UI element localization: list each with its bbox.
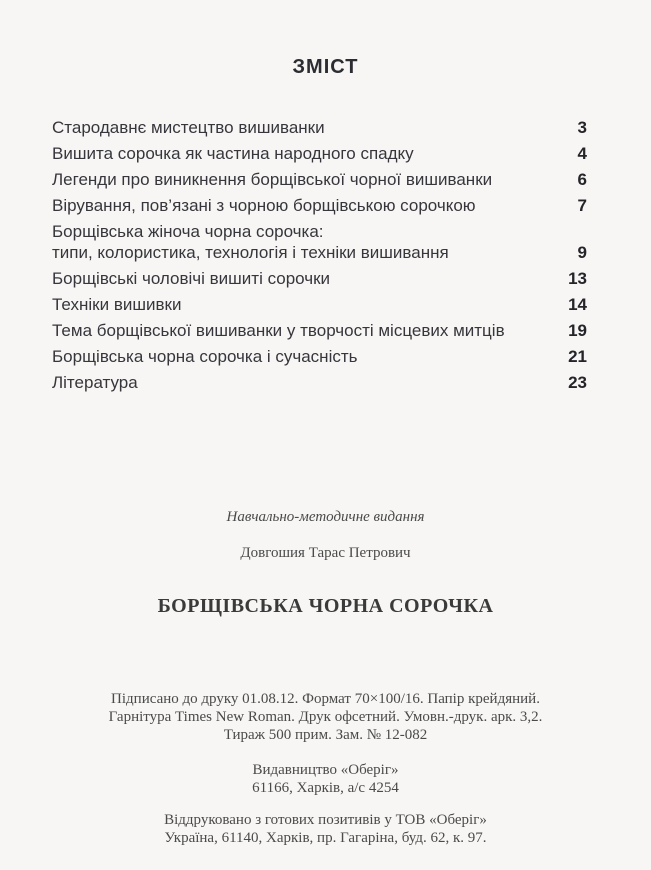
toc-row bbox=[52, 221, 587, 263]
toc-entry-label: Легенди про виникнення борщівської чорної вишиванки bbox=[52, 170, 493, 189]
publisher-line: Видавництво «Оберіг» bbox=[252, 762, 399, 778]
toc-row bbox=[52, 294, 587, 315]
toc-page-number: 6 bbox=[577, 170, 587, 189]
edition-type: Навчально-методичне видання bbox=[226, 509, 425, 525]
toc-page-number: 9 bbox=[577, 243, 587, 262]
toc-entry-label: Література bbox=[52, 373, 138, 392]
toc-page-number: 23 bbox=[568, 373, 587, 392]
toc-row bbox=[52, 320, 587, 341]
toc-entry-label: Борщівська жіноча чорна сорочка: типи, колористика, технологія і техніки вишивання bbox=[52, 222, 449, 262]
toc-row bbox=[52, 346, 587, 367]
imprint-line: Підписано до друку 01.08.12. Формат 70×100/16. Папір крейдяний. bbox=[111, 691, 540, 707]
imprint-line: Гарнітура Times New Roman. Друк офсетний. Умовн.-друк. арк. 3,2. bbox=[108, 709, 543, 725]
imprint-block bbox=[0, 690, 651, 744]
toc-entry-label: Борщівські чоловічі вишиті сорочки bbox=[52, 269, 331, 288]
toc-page-number: 7 bbox=[577, 196, 587, 215]
colophon bbox=[0, 509, 651, 847]
toc-row bbox=[52, 117, 587, 138]
printer-block bbox=[0, 811, 651, 847]
publisher-line: 61166, Харків, а/с 4254 bbox=[252, 780, 399, 796]
toc-row bbox=[52, 195, 587, 216]
toc-page-number: 3 bbox=[577, 118, 587, 137]
toc-row bbox=[52, 268, 587, 289]
toc-row bbox=[52, 169, 587, 190]
toc-page-number: 21 bbox=[568, 347, 587, 366]
toc-page-number: 14 bbox=[568, 295, 587, 314]
toc-entry-label: Техніки вишивки bbox=[52, 295, 182, 314]
toc-list bbox=[0, 117, 651, 393]
toc-entry-label: Вірування, пов’язані з чорною борщівською сорочкою bbox=[52, 196, 476, 215]
toc-entry-label: Борщівська чорна сорочка і сучасність bbox=[52, 347, 358, 366]
page-title: ЗМІСТ bbox=[292, 56, 359, 78]
toc-page-number: 4 bbox=[577, 144, 587, 163]
toc-entry-label: Вишита сорочка як частина народного спадку bbox=[52, 144, 414, 163]
toc-row bbox=[52, 143, 587, 164]
book-title: БОРЩІВСЬКА ЧОРНА СОРОЧКА bbox=[157, 595, 494, 617]
toc-page-number: 13 bbox=[568, 269, 587, 288]
author-name: Довгошия Тарас Петрович bbox=[240, 545, 411, 561]
toc-page-number: 19 bbox=[568, 321, 587, 340]
publisher-block bbox=[0, 761, 651, 797]
printer-line: Віддруковано з готових позитивів у ТОВ «Оберіг» bbox=[164, 812, 487, 828]
printer-line: Україна, 61140, Харків, пр. Гагаріна, буд. 62, к. 97. bbox=[164, 830, 487, 846]
toc-entry-label: Стародавнє мистецтво вишиванки bbox=[52, 118, 325, 137]
imprint-line: Тираж 500 прим. Зам. № 12-082 bbox=[223, 727, 428, 743]
toc-entry-label: Тема борщівської вишиванки у творчості місцевих митців bbox=[52, 321, 505, 340]
toc-row bbox=[52, 372, 587, 393]
